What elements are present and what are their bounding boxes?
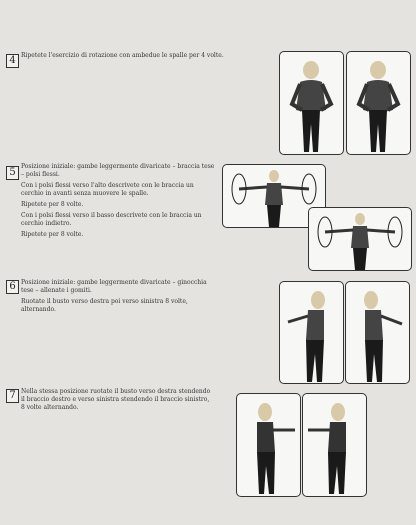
step-paragraph: Ripetete per 8 volte.	[21, 231, 84, 238]
step-paragraph: Con i polsi flessi verso il basso descrivete con le braccia un cerchio indietro.	[21, 212, 202, 227]
step-text	[21, 52, 246, 63]
step-paragraph: Ruotate il busto verso destra poi verso sinistra 8 volte, alternando.	[21, 298, 188, 313]
step-number: 5	[6, 166, 19, 180]
step-text	[21, 163, 216, 242]
exercise-photo	[236, 393, 301, 497]
exercise-photo	[302, 393, 367, 497]
exercise-photo	[279, 281, 344, 384]
step-text	[21, 388, 211, 415]
step-number: 4	[6, 54, 19, 68]
exercise-photo	[308, 207, 412, 271]
step-paragraph: Posizione iniziale: gambe leggermente divaricate – braccia tese – polsi flessi.	[21, 163, 215, 178]
step-number: 6	[6, 280, 19, 294]
step-paragraph: Con i polsi flessi verso l'alto descrivete con le braccia un cerchio in avanti senza muovere le spalle.	[21, 182, 194, 197]
step-paragraph: Nella stessa posizione ruotate il busto verso destra stendendo il braccio destro e verso sinistra stendendo il braccio sinistro, 8 volte alternando.	[21, 388, 211, 411]
exercise-photo	[279, 51, 344, 155]
step-number: 7	[6, 389, 19, 403]
step-paragraph: Posizione iniziale: gambe leggermente divaricate – ginocchia tese – allenate i gomiti.	[21, 279, 207, 294]
step-text	[21, 279, 216, 317]
step-paragraph: Ripetete per 8 volte.	[21, 201, 84, 208]
exercise-photo	[346, 51, 411, 155]
step-paragraph: Ripetete l'esercizio di rotazione con ambedue le spalle per 4 volte.	[21, 52, 224, 59]
exercise-photo	[345, 281, 410, 384]
